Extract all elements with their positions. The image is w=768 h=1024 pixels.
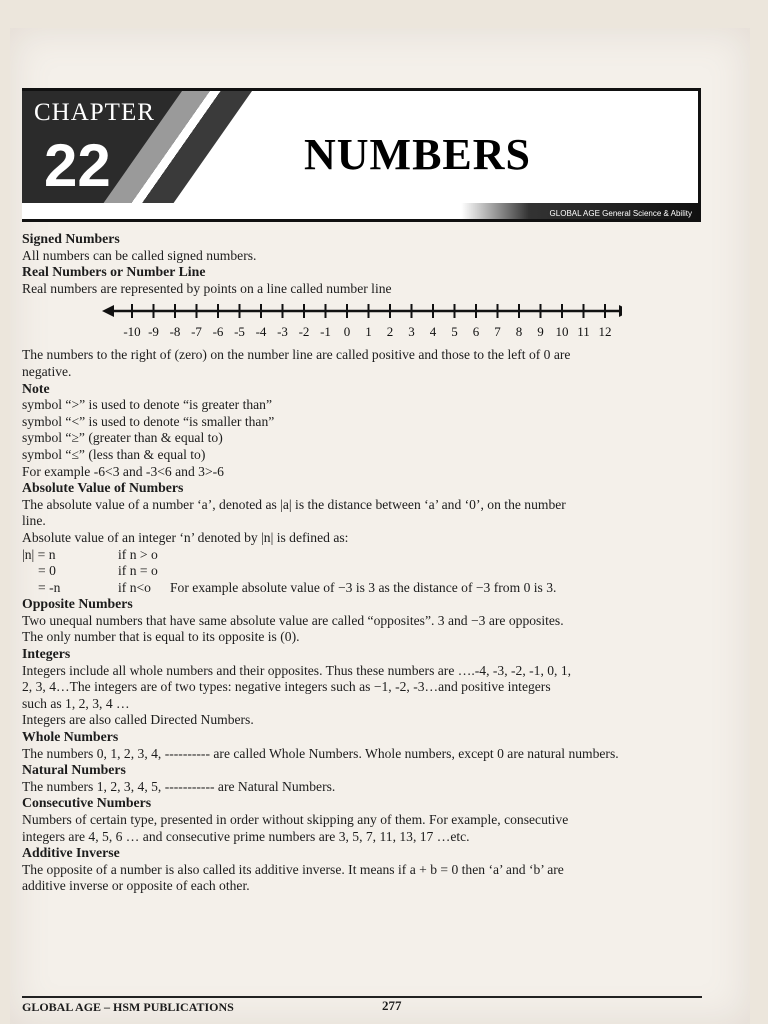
- absolute-row: [22, 547, 702, 564]
- number-line-tick-label: 6: [472, 324, 480, 340]
- heading-real: Real Numbers or Number Line: [22, 264, 206, 280]
- abs-cell: |n| = n: [22, 546, 56, 562]
- text-real: Real numbers are represented by points on a line called number line: [22, 280, 392, 296]
- abs-cell: For example absolute value of −3 is 3 as the distance of −3 from 0 is 3.: [170, 579, 557, 595]
- number-line-tick-label: 4: [429, 324, 437, 340]
- heading-absolute: Absolute Value of Numbers: [22, 480, 184, 496]
- text-additive-1: The opposite of a number is also called its additive inverse. It means if a + b = 0 then ‘a’ and ‘b’ are: [22, 861, 564, 877]
- text-absolute-2: line.: [22, 513, 46, 529]
- note-line: symbol “<” is used to denote “is smaller than”: [22, 413, 275, 429]
- heading-consecutive: Consecutive Numbers: [22, 795, 152, 811]
- number-line-tick-label: 3: [408, 324, 415, 340]
- number-line-tick-label: -6: [212, 324, 224, 340]
- arrow-left-icon: [102, 305, 114, 317]
- number-line-tick-label: -3: [277, 324, 288, 340]
- text-whole: The numbers 0, 1, 2, 3, 4, ---------- are called Whole Numbers. Whole numbers, except 0 are natural numbers.: [22, 745, 619, 761]
- chapter-label: CHAPTER: [34, 99, 155, 126]
- number-line-tick-label: 10: [555, 324, 569, 340]
- abs-cell: = 0: [38, 563, 56, 579]
- text-integers-2: 2, 3, 4…The integers are of two types: negative integers such as −1, -2, -3…and positive integers: [22, 679, 551, 695]
- number-line-tick-label: 11: [577, 324, 590, 340]
- heading-additive: Additive Inverse: [22, 845, 120, 861]
- heading-note: Note: [22, 380, 50, 396]
- abs-cell: if n<o: [118, 579, 151, 595]
- text-consecutive-2: integers are 4, 5, 6 … and consecutive prime numbers are 3, 5, 7, 11, 13, 17 …etc.: [22, 828, 470, 844]
- text-integers-4: Integers are also called Directed Numbers.: [22, 712, 254, 728]
- text-consecutive-1: Numbers of certain type, presented in order without skipping any of them. For example, consecutive: [22, 812, 569, 827]
- banner-credit: GLOBAL AGE General Science & Ability: [549, 209, 692, 218]
- text-absolute-1: The absolute value of a number ‘a’, denoted as |a| is the distance between ‘a’ and ‘0’, on the number: [22, 496, 566, 512]
- number-line-tick-label: -10: [123, 324, 141, 340]
- number-line-graphic: [102, 299, 622, 347]
- number-line-tick-label: -4: [255, 324, 267, 340]
- absolute-row: [22, 563, 702, 580]
- arrow-right-icon: [619, 305, 622, 317]
- note-line: For example -6<3 and -3<6 and 3>-6: [22, 463, 224, 479]
- abs-cell: = -n: [38, 579, 61, 595]
- heading-integers: Integers: [22, 646, 71, 662]
- number-line-tick-label: -7: [191, 324, 202, 340]
- number-line-tick-label: -8: [169, 324, 181, 340]
- chapter-number: 22: [44, 132, 111, 199]
- number-line-tick-label: 12: [598, 324, 612, 340]
- heading-opposite: Opposite Numbers: [22, 596, 133, 612]
- heading-natural: Natural Numbers: [22, 762, 126, 778]
- text-absolute-3: Absolute value of an integer ‘n’ denoted by |n| is defined as:: [22, 529, 349, 545]
- text-right-left-2: negative.: [22, 363, 72, 379]
- note-line: symbol “≤” (less than & equal to): [22, 446, 206, 462]
- text-opposite-2: The only number that is equal to its opposite is (0).: [22, 629, 300, 645]
- page-content: [22, 231, 702, 895]
- text-right-left-1: The numbers to the right of (zero) on the number line are called positive and those to the left of 0 are: [22, 347, 571, 363]
- heading-whole: Whole Numbers: [22, 729, 119, 745]
- note-line: symbol “>” is used to denote “is greater than”: [22, 397, 273, 413]
- chapter-banner: [22, 88, 701, 222]
- number-line-tick-label: 5: [451, 324, 458, 340]
- text-opposite-1: Two unequal numbers that have same absolute value are called “opposites”. 3 and −3 are opposites.: [22, 612, 564, 628]
- text-integers-3: such as 1, 2, 3, 4 …: [22, 695, 130, 711]
- number-line-tick-label: 0: [343, 324, 351, 340]
- number-line-tick-label: -1: [320, 324, 331, 340]
- number-line-tick-label: 2: [386, 324, 394, 340]
- heading-signed: Signed Numbers: [22, 231, 120, 246]
- absolute-row: [22, 580, 702, 597]
- banner-footer-bar: [22, 203, 698, 219]
- number-line-tick-label: 8: [515, 324, 523, 340]
- publisher-name: GLOBAL AGE – HSM PUBLICATIONS: [22, 1000, 234, 1014]
- page-number: 277: [382, 998, 402, 1013]
- number-line-tick-label: 1: [365, 324, 372, 340]
- number-line: [22, 299, 702, 347]
- text-additive-2: additive inverse or opposite of each other.: [22, 878, 250, 894]
- page-footer: [22, 996, 702, 1020]
- text-signed: All numbers can be called signed numbers.: [22, 247, 257, 263]
- text-integers-1: Integers include all whole numbers and their opposites. Thus these numbers are ….-4, -3, -2, -1, 0, 1,: [22, 662, 572, 678]
- number-line-tick-label: 7: [494, 324, 501, 340]
- abs-cell: if n > o: [118, 546, 158, 562]
- number-line-tick-label: -5: [234, 324, 245, 340]
- abs-cell: if n = o: [118, 563, 158, 579]
- number-line-tick-label: 9: [537, 324, 544, 340]
- note-line: symbol “≥” (greater than & equal to): [22, 430, 223, 446]
- page-title: NUMBERS: [304, 130, 532, 179]
- text-natural: The numbers 1, 2, 3, 4, 5, ----------- are Natural Numbers.: [22, 778, 336, 794]
- number-line-tick-label: -2: [298, 324, 310, 340]
- number-line-tick-label: -9: [148, 324, 159, 340]
